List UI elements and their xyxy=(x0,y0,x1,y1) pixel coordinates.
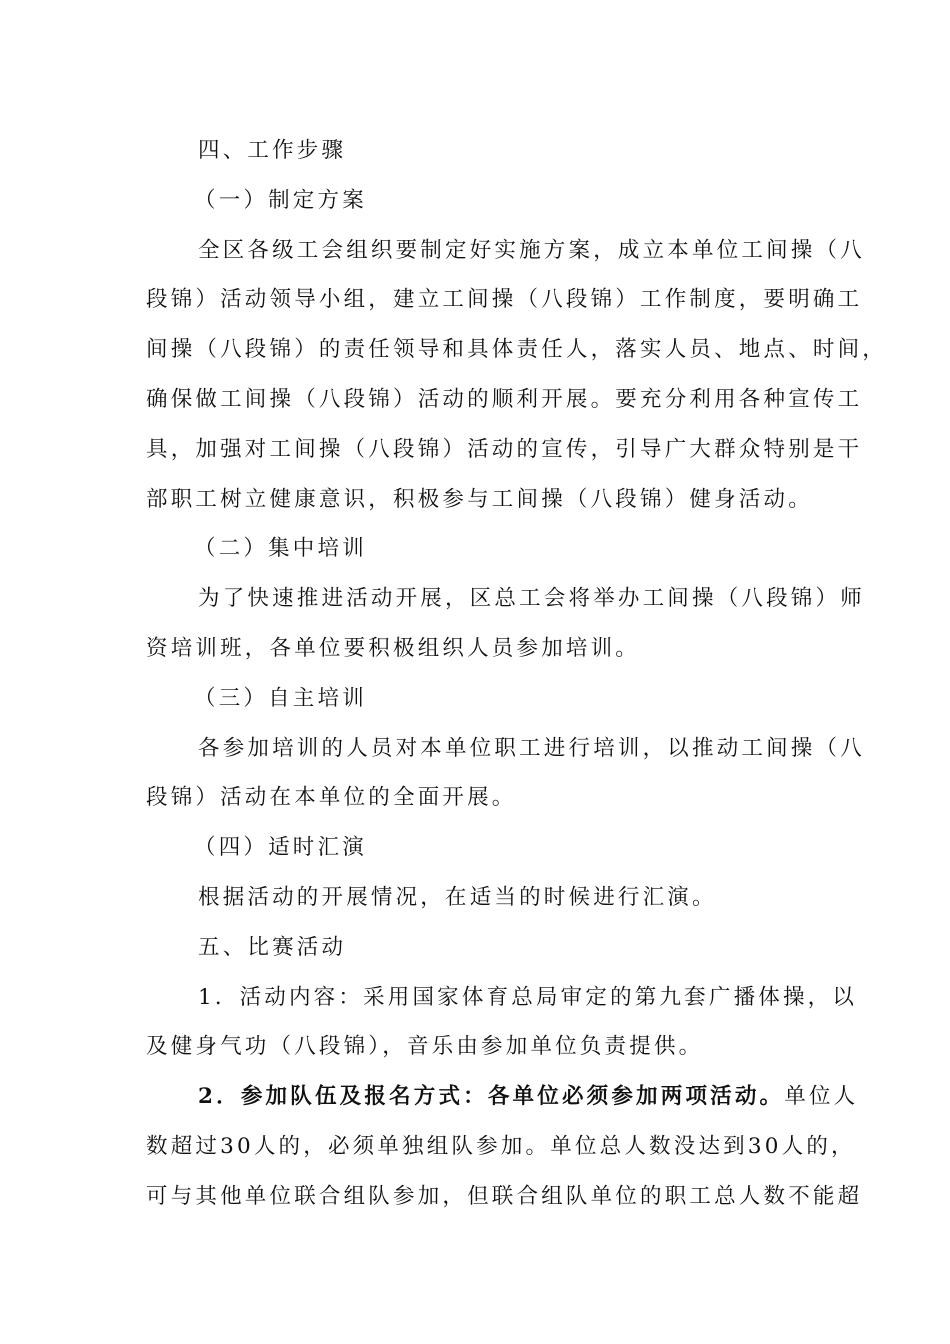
paragraph-line: 确保做工间操（八段锦）活动的顺利开展。要充分利用各种宣传工 xyxy=(146,386,863,412)
paragraph-line: 资培训班，各单位要积极组织人员参加培训。 xyxy=(146,635,641,661)
document-page xyxy=(146,126,888,1222)
paragraph-line: 为了快速推进活动开展，区总工会将举办工间操（八段锦）师 xyxy=(198,586,865,612)
paragraph-line: 及健身气功（八段锦），音乐由参加单位负责提供。 xyxy=(146,1034,704,1060)
section-heading-work-steps: 四、工作步骤 xyxy=(198,138,347,163)
paragraph-line: 具，加强对工间操（八段锦）活动的宣传，引导广大群众特别是干 xyxy=(146,436,863,462)
paragraph-text: 单位人 xyxy=(784,1084,859,1110)
paragraph-line: 根据活动的开展情况，在适当的时候进行汇演。 xyxy=(198,884,717,910)
paragraph-line: 各参加培训的人员对本单位职工进行培训，以推动工间操（八 xyxy=(198,735,865,761)
subheading-centralized-training: （二）集中培训 xyxy=(194,536,367,562)
paragraph-line: 可与其他单位联合组队参加，但联合组队单位的职工总人数不能超 xyxy=(146,1183,863,1209)
paragraph-line: 数超过30人的，必须单独组队参加。单位总人数没达到30人的， xyxy=(146,1133,856,1159)
paragraph-line: 间操（八段锦）的责任领导和具体责任人，落实人员、地点、时间， xyxy=(146,337,888,363)
subheading-make-plan: （一）制定方案 xyxy=(194,187,367,213)
paragraph-line: 1．活动内容：采用国家体育总局审定的第九套广播体操，以 xyxy=(198,984,858,1010)
bold-rule-text: 2．参加队伍及报名方式：各单位必须参加两项活动。 xyxy=(198,1084,785,1110)
paragraph-line: 段锦）活动在本单位的全面开展。 xyxy=(146,785,517,811)
section-heading-competition: 五、比赛活动 xyxy=(198,934,347,960)
paragraph-line: 段锦）活动领导小组，建立工间操（八段锦）工作制度，要明确工 xyxy=(146,287,863,313)
subheading-performance: （四）适时汇演 xyxy=(194,835,367,861)
paragraph-line xyxy=(146,1072,859,1122)
paragraph-line: 全区各级工会组织要制定好实施方案，成立本单位工间操（八 xyxy=(198,237,865,263)
paragraph-line: 部职工树立健康意识，积极参与工间操（八段锦）健身活动。 xyxy=(146,486,813,512)
subheading-self-training: （三）自主培训 xyxy=(194,685,367,711)
